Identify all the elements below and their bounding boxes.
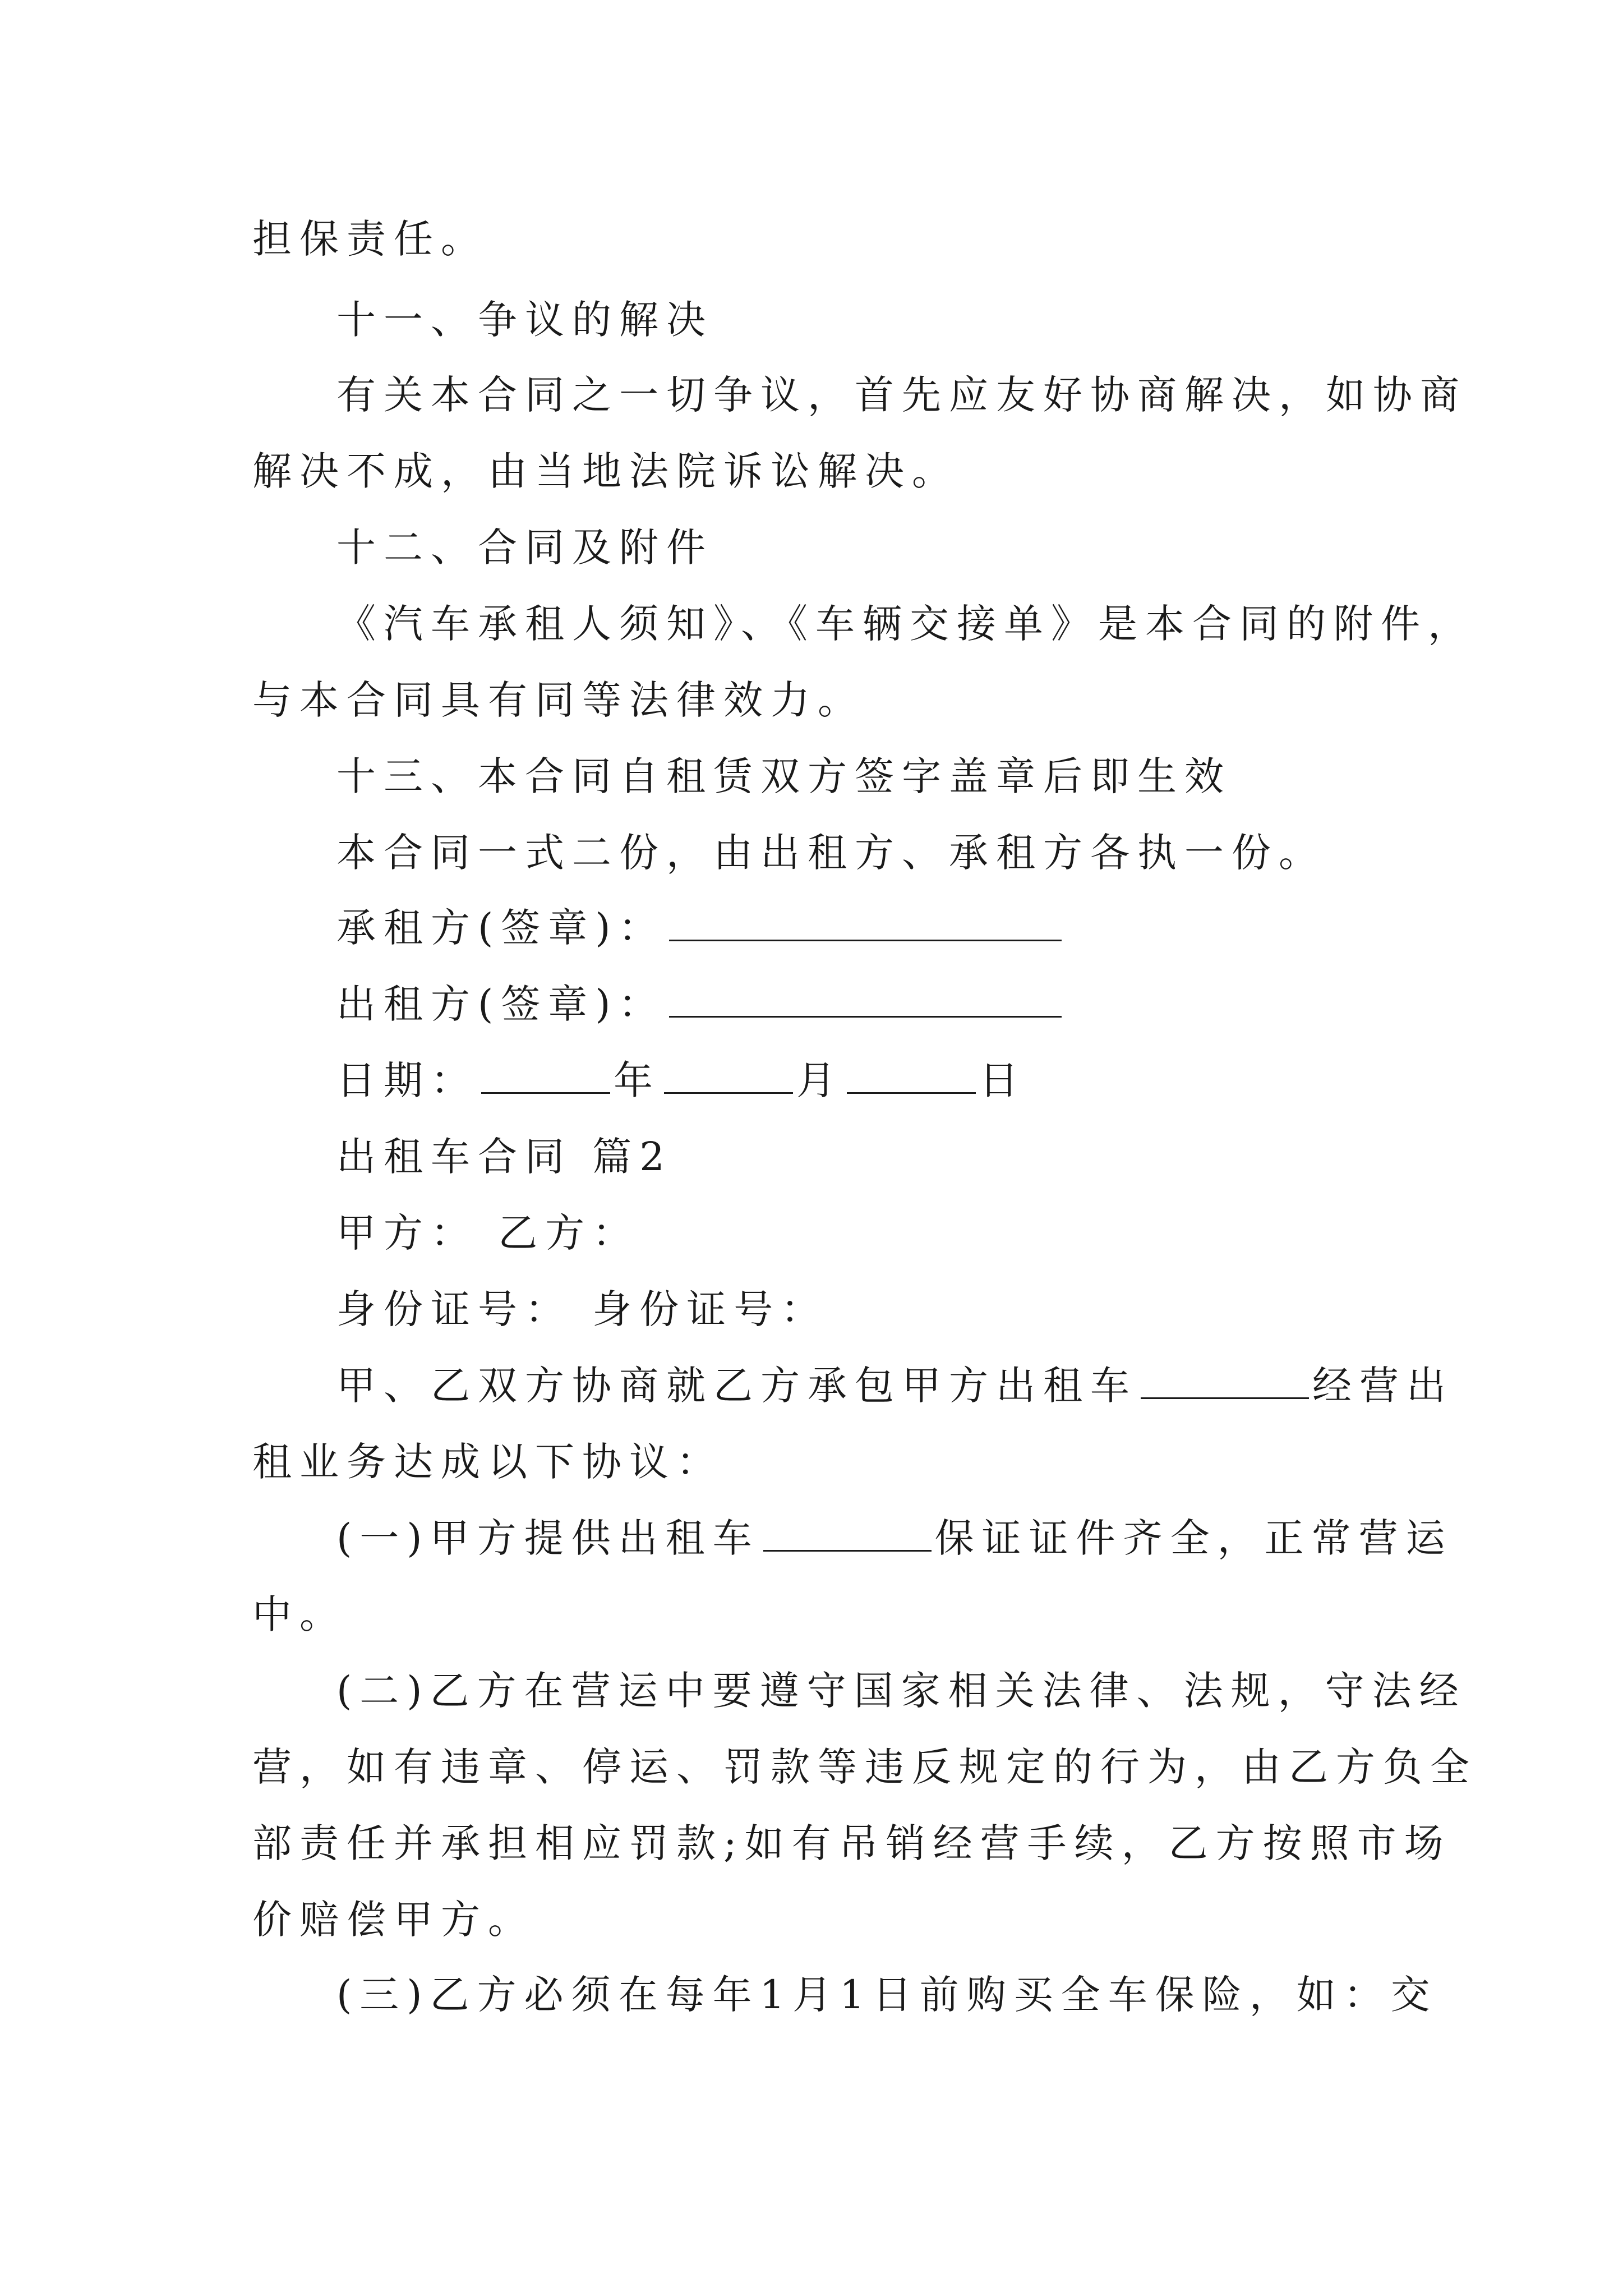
lessee-signature-blank (669, 905, 1062, 941)
text-line: (三)乙方必须在每年1月1日前购买全车保险，如：交 (336, 1972, 1438, 2018)
text-segment: 保证证件齐全，正常营运 (934, 1515, 1453, 1561)
lessee-signature-line (336, 901, 1065, 955)
text-line: 与本合同具有同等法律效力。 (252, 677, 865, 723)
text-line: 担保责任。 (252, 216, 488, 262)
text-line: 有关本合同之一切争议，首先应友好协商解决，如协商 (336, 372, 1467, 418)
month-blank (664, 1057, 793, 1094)
text-line: (二)乙方在营运中要遵守国家相关法律、法规，守法经 (336, 1668, 1467, 1714)
lessor-signature-blank (669, 981, 1062, 1018)
lessee-signature-label: 承租方(签章)： (336, 905, 666, 951)
date-line (336, 1053, 1026, 1107)
text-segment: 甲、乙双方协商就乙方承包甲方出租车 (336, 1363, 1137, 1409)
text-line (336, 1511, 1453, 1565)
taxi-blank (1141, 1363, 1309, 1399)
text-line: 部责任并承担相应罚款;如有吊销经营手续，乙方按照市场 (252, 1820, 1451, 1866)
text-segment: 经营出 (1312, 1363, 1454, 1409)
taxi-blank (763, 1515, 932, 1552)
text-line: 甲方： 乙方： (336, 1210, 640, 1256)
text-line: 价赔偿甲方。 (252, 1897, 535, 1943)
day-label: 日 (979, 1057, 1026, 1103)
day-blank (847, 1057, 976, 1094)
text-segment: (一)甲方提供出租车 (336, 1515, 760, 1561)
section-heading: 十二、合同及附件 (336, 524, 713, 570)
text-line (336, 1359, 1454, 1412)
lessor-signature-label: 出租方(签章)： (336, 981, 666, 1027)
text-line: 本合同一式二份，由出租方、承租方各执一份。 (336, 830, 1326, 876)
text-line: 身份证号： 身份证号： (336, 1286, 828, 1332)
text-line: 租业务达成以下协议： (252, 1439, 723, 1485)
month-label: 月 (796, 1057, 843, 1103)
text-line: 《汽车承租人须知》、《车辆交接单》是本合同的附件， (336, 601, 1475, 647)
text-line: 中。 (252, 1591, 347, 1637)
date-label: 日期： (336, 1057, 478, 1103)
year-label: 年 (614, 1057, 661, 1103)
year-blank (481, 1057, 610, 1094)
text-line: 营，如有违章、停运、罚款等违反规定的行为，由乙方负全 (252, 1744, 1477, 1790)
text-line: 解决不成，由当地法院诉讼解决。 (252, 448, 959, 494)
section-heading: 十一、争议的解决 (336, 297, 713, 343)
contract-title: 出租车合同 篇2 (336, 1134, 672, 1180)
section-heading: 十三、本合同自租赁双方签字盖章后即生效 (336, 753, 1232, 799)
lessor-signature-line (336, 977, 1065, 1031)
